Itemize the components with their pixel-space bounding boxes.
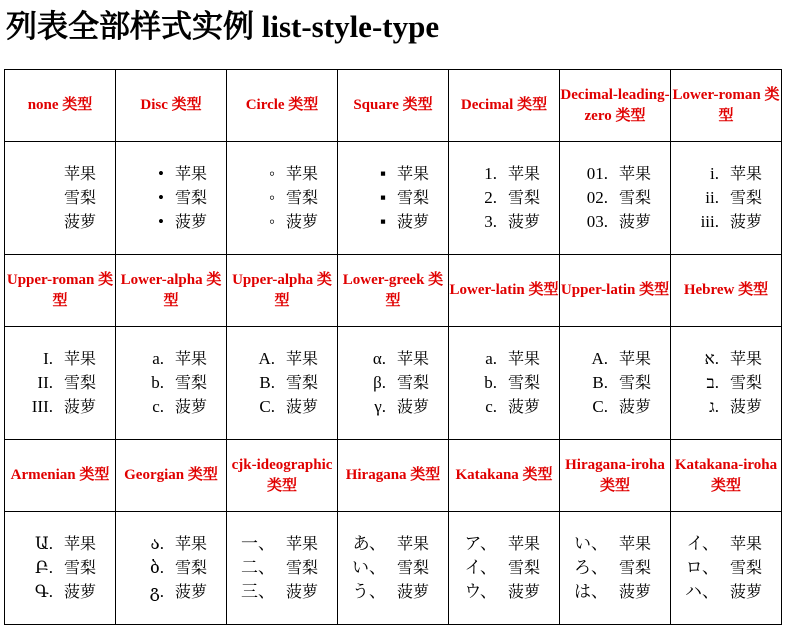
type-label: Lower-greek 类型 — [338, 255, 449, 327]
type-label: Decimal-leading-zero 类型 — [560, 70, 671, 142]
list-item: 雪梨 — [619, 373, 652, 392]
type-label: Armenian 类型 — [5, 440, 116, 512]
type-label: Upper-latin 类型 — [560, 255, 671, 327]
list-marker: A. — [258, 349, 275, 368]
list-item: 苹果 — [397, 164, 430, 183]
list-item: 菠萝 — [508, 212, 541, 231]
list-marker: 01. — [586, 164, 608, 183]
example-list — [119, 162, 226, 234]
example-list — [341, 162, 448, 234]
type-label: none 类型 — [5, 70, 116, 142]
header-row — [5, 70, 782, 142]
list-marker: い、 — [352, 558, 386, 577]
list-marker: III. — [31, 397, 53, 416]
list-item: 苹果 — [397, 349, 430, 368]
list-marker: う、 — [352, 582, 386, 601]
list-item: 雪梨 — [64, 188, 97, 207]
list-marker: イ、 — [464, 558, 497, 577]
example-list — [119, 347, 226, 419]
list-item: 苹果 — [619, 349, 652, 368]
header-row — [5, 440, 782, 512]
page-title: 列表全部样式实例 list-style-type — [6, 9, 440, 44]
list-marker: は、 — [574, 582, 608, 601]
example-row — [5, 327, 782, 440]
list-item: 苹果 — [286, 164, 319, 183]
list-item: 苹果 — [175, 534, 208, 553]
type-label: Upper-roman 类型 — [5, 255, 116, 327]
list-item: 菠萝 — [619, 582, 652, 601]
list-item: 苹果 — [730, 534, 763, 553]
example-list — [230, 162, 337, 234]
list-item: 苹果 — [619, 534, 652, 553]
list-marker — [8, 186, 64, 210]
list-marker: 一、 — [241, 534, 275, 553]
list-marker: b. — [484, 373, 497, 392]
example-list — [563, 162, 670, 234]
list-marker: 2. — [484, 188, 497, 207]
list-marker: イ、 — [686, 534, 719, 553]
list-marker: i. — [710, 164, 719, 183]
list-marker: あ、 — [352, 534, 386, 553]
type-label: Georgian 类型 — [116, 440, 227, 512]
list-item: 苹果 — [508, 349, 541, 368]
list-item: 雪梨 — [286, 558, 319, 577]
list-item: 菠萝 — [397, 212, 430, 231]
list-example — [560, 327, 671, 440]
example-list — [563, 532, 670, 604]
type-label: Katakana 类型 — [449, 440, 560, 512]
list-example — [449, 512, 560, 625]
list-example — [227, 512, 338, 625]
list-item: 菠萝 — [286, 397, 319, 416]
list-item: 雪梨 — [508, 558, 541, 577]
list-item: 菠萝 — [64, 582, 97, 601]
list-item: 雪梨 — [397, 188, 430, 207]
list-marker: C. — [592, 397, 608, 416]
list-item: 菠萝 — [175, 582, 208, 601]
list-item: 菠萝 — [619, 397, 652, 416]
example-list — [452, 532, 559, 604]
list-marker: B. — [592, 373, 608, 392]
list-item: 雪梨 — [286, 188, 319, 207]
list-example — [671, 142, 782, 255]
list-item: 苹果 — [175, 349, 208, 368]
type-label: Decimal 类型 — [449, 70, 560, 142]
list-item: 菠萝 — [64, 212, 97, 231]
example-list — [341, 532, 448, 604]
list-item: 雪梨 — [175, 558, 208, 577]
list-item: 雪梨 — [64, 558, 97, 577]
list-item: 苹果 — [619, 164, 652, 183]
list-marker: ג. — [709, 397, 719, 416]
list-marker: A. — [591, 349, 608, 368]
list-style-table — [4, 69, 782, 625]
list-item: 雪梨 — [286, 373, 319, 392]
list-item: 雪梨 — [175, 188, 208, 207]
list-item: 雪梨 — [397, 558, 430, 577]
list-item: 菠萝 — [730, 582, 763, 601]
type-label: Disc 类型 — [116, 70, 227, 142]
list-item: 苹果 — [730, 164, 763, 183]
list-item: 雪梨 — [175, 373, 208, 392]
list-item: 菠萝 — [730, 397, 763, 416]
list-marker — [8, 162, 64, 186]
example-list — [452, 162, 559, 234]
list-marker: • — [158, 212, 164, 231]
list-marker: ろ、 — [574, 558, 608, 577]
list-marker: ハ、 — [685, 582, 719, 601]
list-marker: い、 — [574, 534, 608, 553]
example-list — [8, 347, 115, 419]
list-marker: γ. — [374, 397, 386, 416]
type-label: Square 类型 — [338, 70, 449, 142]
list-example — [338, 512, 449, 625]
list-example — [338, 327, 449, 440]
type-label: Katakana-iroha 类型 — [671, 440, 782, 512]
example-list — [563, 347, 670, 419]
list-item: 菠萝 — [397, 582, 430, 601]
list-marker: a. — [152, 349, 164, 368]
list-marker: ა. — [150, 534, 164, 553]
list-item: 雪梨 — [64, 373, 97, 392]
list-item: 菠萝 — [286, 212, 319, 231]
list-item: 菠萝 — [286, 582, 319, 601]
list-marker: iii. — [700, 212, 719, 231]
list-example — [671, 512, 782, 625]
list-marker: b. — [151, 373, 164, 392]
type-label: Hiragana-iroha 类型 — [560, 440, 671, 512]
list-marker: 03. — [586, 212, 608, 231]
list-marker — [8, 210, 64, 234]
list-item: 雪梨 — [730, 558, 763, 577]
type-label: Hiragana 类型 — [338, 440, 449, 512]
example-list — [8, 532, 115, 604]
list-example — [227, 327, 338, 440]
list-marker: c. — [485, 397, 497, 416]
list-marker: • — [158, 164, 164, 183]
list-example — [5, 327, 116, 440]
list-marker: ◦ — [268, 188, 275, 207]
type-label: Circle 类型 — [227, 70, 338, 142]
list-marker: α. — [372, 349, 386, 368]
list-example — [338, 142, 449, 255]
list-item: 菠萝 — [397, 397, 430, 416]
list-item: 苹果 — [64, 534, 97, 553]
list-item: 菠萝 — [508, 397, 541, 416]
type-label: cjk-ideographic 类型 — [227, 440, 338, 512]
list-marker: ▪ — [379, 164, 386, 183]
list-item: 雪梨 — [619, 558, 652, 577]
list-example — [227, 142, 338, 255]
example-list — [119, 532, 226, 604]
list-marker: • — [158, 188, 164, 207]
header-row — [5, 255, 782, 327]
type-label: Lower-roman 类型 — [671, 70, 782, 142]
example-list — [8, 162, 115, 234]
list-marker: B. — [259, 373, 275, 392]
list-marker: Ա. — [34, 534, 53, 553]
example-list — [674, 532, 781, 604]
list-marker: Բ. — [34, 558, 53, 577]
example-list — [230, 347, 337, 419]
example-list — [452, 347, 559, 419]
list-marker: 二、 — [241, 558, 275, 577]
type-label: Hebrew 类型 — [671, 255, 782, 327]
list-example — [449, 142, 560, 255]
list-example — [449, 327, 560, 440]
list-item: 雪梨 — [397, 373, 430, 392]
example-list — [674, 347, 781, 419]
list-item: 菠萝 — [508, 582, 541, 601]
list-example — [560, 512, 671, 625]
list-item: 菠萝 — [730, 212, 763, 231]
type-label: Lower-latin 类型 — [449, 255, 560, 327]
type-label: Lower-alpha 类型 — [116, 255, 227, 327]
list-item: 苹果 — [286, 534, 319, 553]
list-marker: Գ. — [34, 582, 53, 601]
list-example — [671, 327, 782, 440]
list-marker: c. — [152, 397, 164, 416]
list-item: 雪梨 — [619, 188, 652, 207]
list-item: 苹果 — [175, 164, 208, 183]
list-marker: 3. — [484, 212, 497, 231]
list-item: 菠萝 — [175, 212, 208, 231]
list-marker: ◦ — [268, 212, 275, 231]
list-marker: 02. — [586, 188, 608, 207]
example-row — [5, 512, 782, 625]
list-marker: C. — [259, 397, 275, 416]
list-item: 雪梨 — [508, 373, 541, 392]
list-example — [116, 327, 227, 440]
list-example — [5, 512, 116, 625]
list-marker: ב. — [706, 373, 719, 392]
list-item: 苹果 — [730, 349, 763, 368]
list-marker: β. — [373, 373, 386, 392]
list-item: 苹果 — [286, 349, 319, 368]
list-item: 雪梨 — [730, 373, 763, 392]
list-marker: ბ. — [150, 558, 164, 577]
list-marker: ▪ — [379, 212, 386, 231]
list-marker: a. — [485, 349, 497, 368]
list-item: 苹果 — [508, 164, 541, 183]
list-marker: 1. — [484, 164, 497, 183]
list-item: 雪梨 — [508, 188, 541, 207]
list-item: 苹果 — [64, 349, 97, 368]
list-marker: ii. — [705, 188, 719, 207]
list-item: 苹果 — [397, 534, 430, 553]
list-item: 雪梨 — [730, 188, 763, 207]
list-marker: 三、 — [241, 582, 275, 601]
list-example — [560, 142, 671, 255]
list-marker: ◦ — [268, 164, 275, 183]
list-item: 菠萝 — [619, 212, 652, 231]
list-marker: II. — [37, 373, 53, 392]
list-marker: א. — [704, 349, 719, 368]
list-item: 菠萝 — [64, 397, 97, 416]
list-item: 苹果 — [64, 164, 97, 183]
list-marker: ウ、 — [464, 582, 497, 601]
example-list — [341, 347, 448, 419]
type-label: Upper-alpha 类型 — [227, 255, 338, 327]
list-marker: ア、 — [464, 534, 497, 553]
list-marker: ▪ — [379, 188, 386, 207]
example-list — [674, 162, 781, 234]
list-marker: გ. — [149, 582, 164, 601]
list-example — [116, 142, 227, 255]
list-marker: ロ、 — [685, 558, 719, 577]
list-item: 菠萝 — [175, 397, 208, 416]
list-marker: I. — [43, 349, 53, 368]
list-item: 苹果 — [508, 534, 541, 553]
example-list — [230, 532, 337, 604]
example-row — [5, 142, 782, 255]
list-example — [5, 142, 116, 255]
list-example — [116, 512, 227, 625]
